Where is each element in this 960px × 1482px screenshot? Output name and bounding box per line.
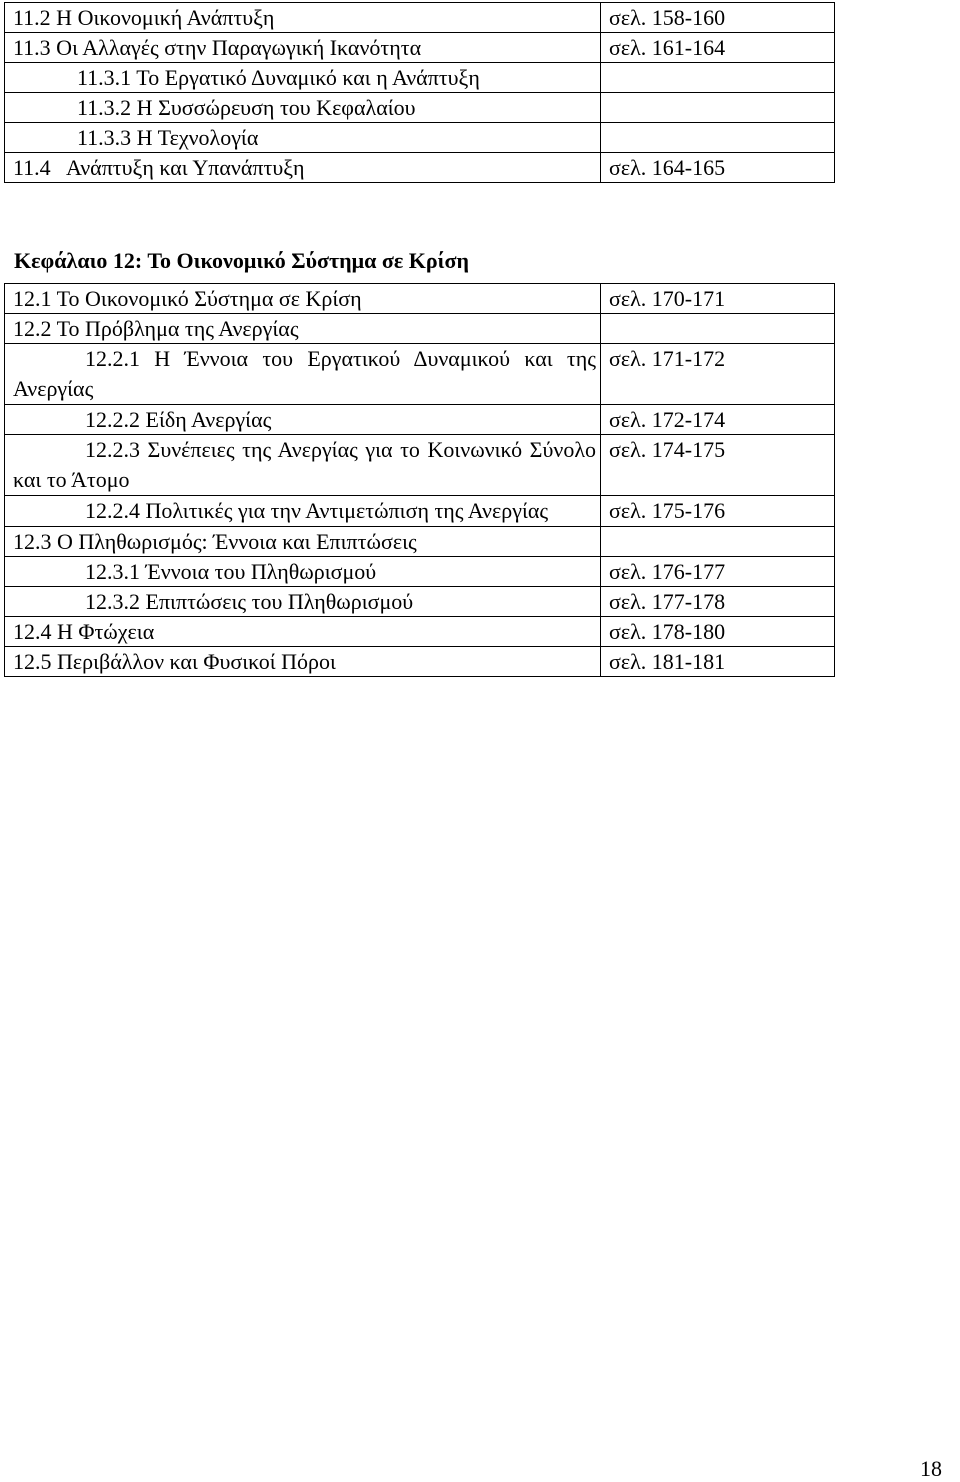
toc-table-chapter-11 (4, 2, 835, 183)
table-row (5, 344, 835, 405)
toc-entry-pages: σελ. 164-165 (601, 153, 835, 183)
toc-entry-pages: σελ. 181-181 (601, 647, 835, 677)
toc-entry-title: 12.5 Περιβάλλον και Φυσικοί Πόροι (5, 647, 601, 677)
table-row (5, 284, 835, 314)
toc-entry-pages: σελ. 174-175 (601, 435, 835, 496)
toc-entry-pages (601, 123, 835, 153)
page-number: 18 (920, 1456, 942, 1481)
table-row (5, 93, 835, 123)
table-row (5, 63, 835, 93)
toc-entry-pages (601, 314, 835, 344)
toc-entry-pages: σελ. 170-171 (601, 284, 835, 314)
chapter-heading: Κεφάλαιο 12: Το Οικονομικό Σύστημα σε Κρίση (14, 248, 469, 273)
toc-entry-pages (601, 527, 835, 557)
table-row (5, 527, 835, 557)
toc-entry-pages: σελ. 172-174 (601, 405, 835, 435)
toc-entry-title: 11.4 Ανάπτυξη και Υπανάπτυξη (5, 153, 601, 183)
table-row (5, 617, 835, 647)
toc-entry-pages: σελ. 178-180 (601, 617, 835, 647)
toc-body-chapter-12 (5, 284, 835, 677)
toc-entry-title: 12.3.2 Επιπτώσεις του Πληθωρισμού (5, 587, 601, 617)
toc-entry-title: 11.3.3 Η Τεχνολογία (5, 123, 601, 153)
toc-entry-pages: σελ. 176-177 (601, 557, 835, 587)
table-row (5, 3, 835, 33)
toc-entry-title: 12.2 Το Πρόβλημα της Ανεργίας (5, 314, 601, 344)
toc-entry-title: 12.2.2 Είδη Ανεργίας (5, 405, 601, 435)
toc-entry-pages (601, 63, 835, 93)
toc-entry-pages: σελ. 158-160 (601, 3, 835, 33)
table-row (5, 405, 835, 435)
toc-entry-title: 12.1 Το Οικονομικό Σύστημα σε Κρίση (5, 284, 601, 314)
toc-entry-title: 12.3.1 Έννοια του Πληθωρισμού (5, 557, 601, 587)
toc-entry-title: 12.2.4 Πολιτικές για την Αντιμετώπιση της Ανεργίας (5, 496, 601, 527)
toc-entry-pages: σελ. 171-172 (601, 344, 835, 405)
toc-entry-title: 12.3 Ο Πληθωρισμός: Έννοια και Επιπτώσεις (5, 527, 601, 557)
toc-entry-pages: σελ. 175-176 (601, 496, 835, 527)
table-row (5, 123, 835, 153)
table-row (5, 153, 835, 183)
table-row (5, 496, 835, 527)
toc-entry-title: 12.2.3 Συνέπειες της Ανεργίας για το Κοινωνικό Σύνολο και το Άτομο (5, 435, 601, 496)
toc-entry-pages: σελ. 177-178 (601, 587, 835, 617)
toc-entry-title: 11.3 Οι Αλλαγές στην Παραγωγική Ικανότητα (5, 33, 601, 63)
table-row (5, 647, 835, 677)
toc-table-chapter-12 (4, 283, 835, 677)
toc-entry-pages: σελ. 161-164 (601, 33, 835, 63)
toc-entry-title: 11.2 Η Οικονομική Ανάπτυξη (5, 3, 601, 33)
toc-entry-pages (601, 93, 835, 123)
table-row (5, 435, 835, 496)
table-row (5, 587, 835, 617)
toc-entry-title: 11.3.1 Το Εργατικό Δυναμικό και η Ανάπτυξη (5, 63, 601, 93)
table-row (5, 314, 835, 344)
table-row (5, 33, 835, 63)
toc-entry-title: 11.3.2 Η Συσσώρευση του Κεφαλαίου (5, 93, 601, 123)
toc-entry-title: 12.2.1 Η Έννοια του Εργατικού Δυναμικού και της Ανεργίας (5, 344, 601, 405)
toc-body-chapter-11 (5, 3, 835, 183)
table-row (5, 557, 835, 587)
toc-entry-title: 12.4 Η Φτώχεια (5, 617, 601, 647)
